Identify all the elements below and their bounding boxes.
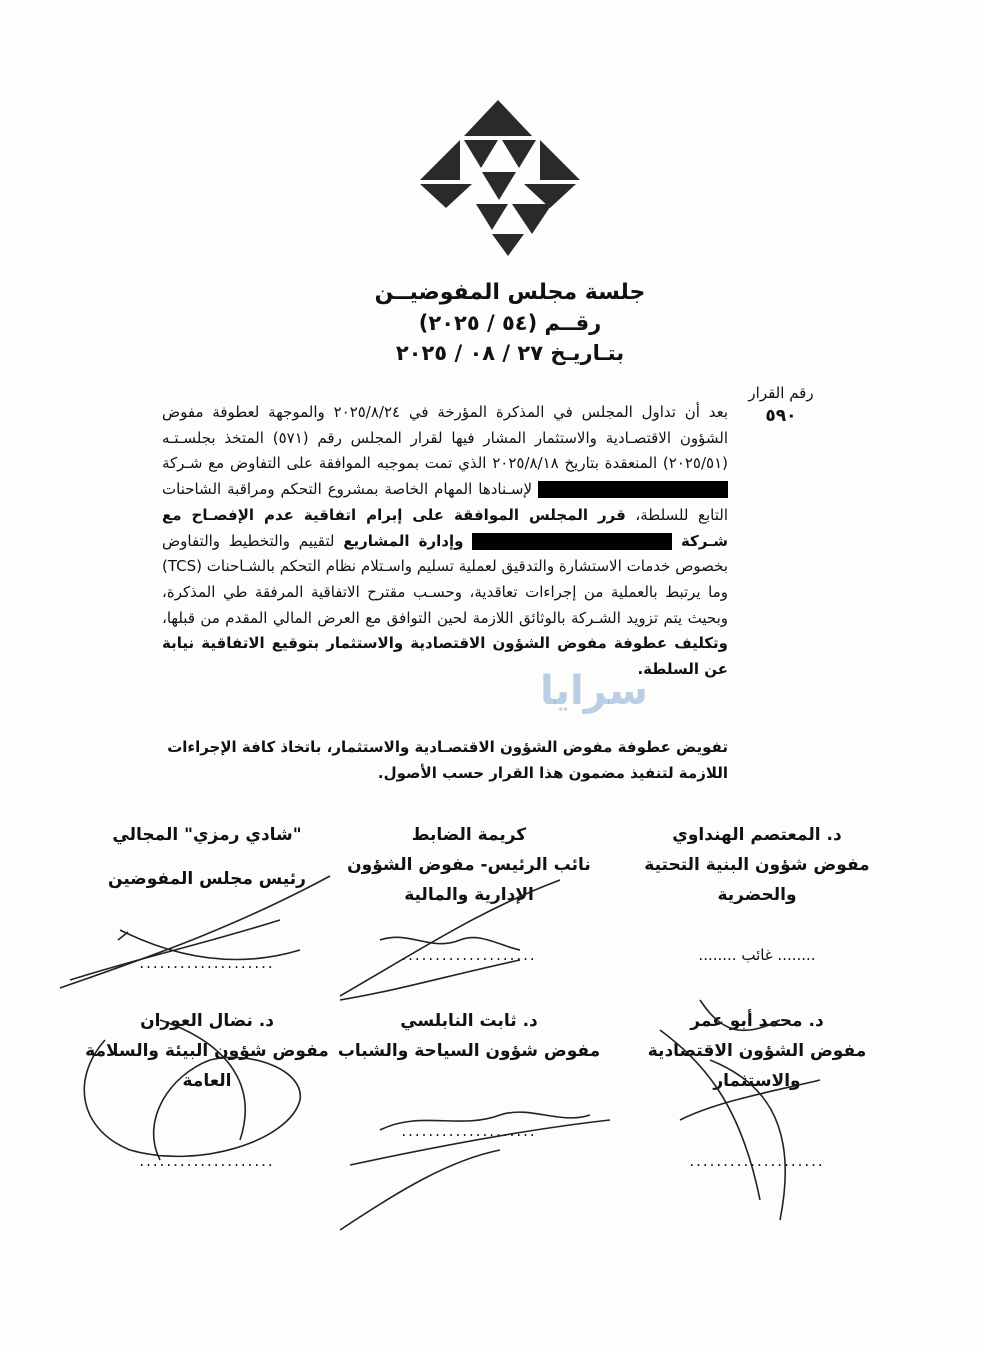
signatory-role: مفوض الشؤون الاقتصادية والاستثمار xyxy=(647,1041,867,1091)
decision-number-block xyxy=(736,384,826,426)
watermark: سرايا xyxy=(540,668,648,714)
signatory-economic xyxy=(622,1006,892,1176)
session-title: جلسة مجلس المفوضيــن xyxy=(374,280,646,305)
absent-mark: ........ غائب ........ xyxy=(698,946,816,964)
signatory-name: "شادي رمزي" المجالي xyxy=(112,825,302,845)
decision-body xyxy=(162,400,728,683)
body-part-1: بعد أن تداول المجلس في المذكرة المؤرخة في ٢٠٢٥/٨/٢٤ والموجهة لعطوفة مفوض الشؤون الاقتصـادية والاستثمار المشار فيها لقرار المجلس رقم (٥٧١) المتخذ بجلسـتـه (٢٠٢٥/٥١) المنعقدة بتاريخ ٢٠٢٥/٨/١٨ الذي تمت بموجبه الموافقة على التفاوض مع شـركة xyxy=(162,403,729,473)
body-part-4: وإدارة المشاريع xyxy=(343,531,464,550)
signatory-role: مفوض شؤون السياحة والشباب xyxy=(337,1041,601,1061)
signature-line: .................... xyxy=(401,1122,537,1140)
signatory-role: مفوض شؤون البيئة والسلامة العامة xyxy=(85,1041,329,1091)
decision-number: ٥٩٠ xyxy=(765,406,797,426)
signatory-chairman xyxy=(72,820,342,978)
delegation-text: تفويض عطوفة مفوض الشؤون الاقتصـادية والاستثمار، باتخاذ كافة الإجراءات اللازمة لتنفيذ مضمون هذا القرار حسب الأصول. xyxy=(167,738,728,782)
session-date: بتـاريـخ ٢٧ / ٠٨ / ٢٠٢٥ xyxy=(395,341,625,365)
signatory-name: د. ثابت النابلسي xyxy=(400,1011,538,1031)
authority-logo-icon xyxy=(412,96,584,258)
body-part-3: قرر المجلس الموافقة على إبرام اتفاقية عدم الإفصـاح مع شـركة xyxy=(162,505,728,550)
redacted-company-name-2 xyxy=(472,533,672,550)
signatory-tourism xyxy=(334,1006,604,1146)
signatory-role: مفوض شؤون البنية التحتية والحضرية xyxy=(644,855,870,905)
decision-label: رقم القرار xyxy=(748,384,814,402)
body-part-2: لإسـنادها المهام الخاصة بمشروع التحكم ومراقبة الشاحنات التابع للسلطة، xyxy=(162,480,728,524)
signatory-name: د. نضال العوران xyxy=(140,1011,274,1031)
signature-line: .................... xyxy=(401,946,537,964)
signature-line: .................... xyxy=(689,1152,825,1170)
signatory-vice-chair xyxy=(334,820,604,970)
signatory-name: كريمة الضابط xyxy=(411,825,527,845)
signatory-environment xyxy=(72,1006,342,1176)
body-part-6: وتكليف عطوفة مفوض الشؤون الاقتصادية والاستثمار بتوقيع الاتفاقية نيابة عن السلطة. xyxy=(162,634,728,679)
body-part-5: لتقييم والتخطيط والتفاوض بخصوص خدمات الاستشارة والتدقيق لعملية تسليم واسـتلام نظام التحكم بالشـاحنات (TCS) وما يرتبط بالعملية من إجراءات تعاقدية، وحسـب مقترح الاتفاقية المرفقة طي المذكرة، وبحيث يتم تزويد الشـركة بالوثائق اللازمة لحين التوافق مع العرض المالي المقدم من قبلها، xyxy=(162,531,728,627)
signatory-role: رئيس مجلس المفوضين xyxy=(108,869,306,889)
signatory-role: نائب الرئيس- مفوض الشؤون الإدارية والمالية xyxy=(347,855,591,905)
session-header xyxy=(300,280,720,365)
signatory-name: د. محمد أبو عمر xyxy=(690,1011,824,1031)
session-number: رقــم (٥٤ / ٢٠٢٥) xyxy=(418,311,602,335)
signatory-infrastructure xyxy=(622,820,892,970)
redacted-company-name xyxy=(538,481,728,498)
signature-line: .................... xyxy=(139,954,275,972)
signatory-name: د. المعتصم الهنداوي xyxy=(672,825,842,845)
signature-line: .................... xyxy=(139,1152,275,1170)
